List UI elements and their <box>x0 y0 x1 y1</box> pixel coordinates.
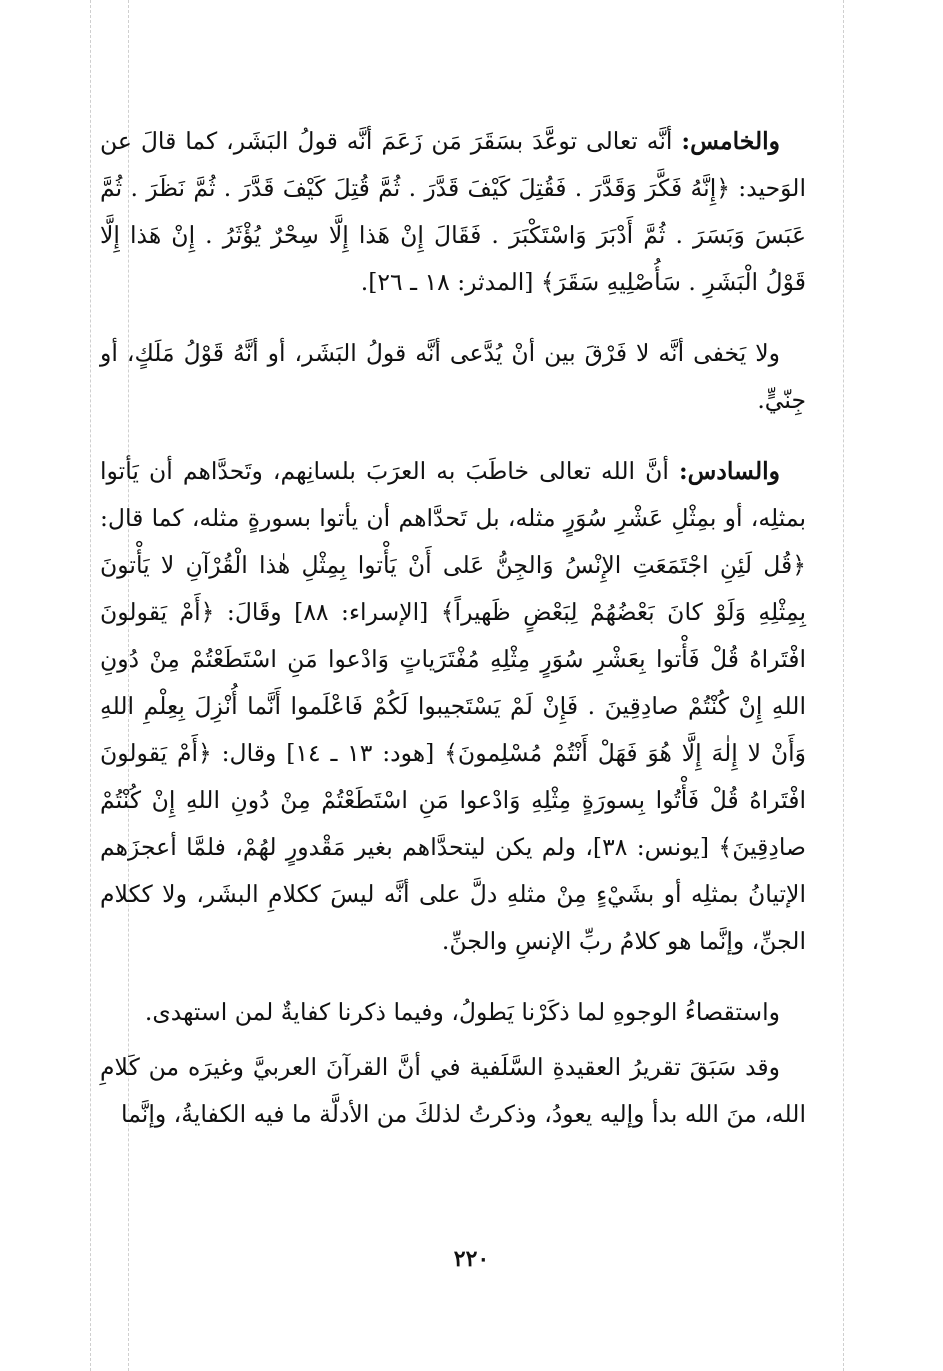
page-number: ٢٢٠ <box>453 1246 490 1272</box>
paragraph-text: وقد سَبَقَ تقريرُ العقيدةِ السَّلَفية في أنَّ القرآنَ العربيَّ وغيرَه من كَلامِ الله، منَ الله بدأ وإليه يعودُ، وذكرتُ لذلكَ من الأدلَّة ما فيه الكفايةُ، وإنَّما <box>100 1053 806 1128</box>
crop-guide-line <box>843 0 844 1371</box>
paragraph-continuation <box>100 1044 806 1138</box>
paragraph-text: ولا يَخفى أنَّه لا فَرْقَ بين أنْ يُدَّعى أنَّه قولُ البَشَر، أو أنَّهُ قَوْلُ مَلَكٍ، أو جِنّيٍّ. <box>100 339 806 414</box>
paragraph-fifth-point <box>100 118 806 306</box>
paragraph-text: واستقصاءُ الوجوهِ لما ذكَرْنا يَطولُ، وفيما ذكرنا كفايةٌ لمن استهدى. <box>144 998 780 1026</box>
paragraph-lead: والخامس: <box>681 127 780 155</box>
paragraph-text: أنَّ الله تعالى خاطَبَ به العرَبَ بلسانِهم، وتَحدَّاهم أن يَأتوا بمثلِه، أو بمِثْلِ عَشْرِ سُوَرٍ مثله، بل تَحدَّاهم أن يأتوا بسورةٍ مثله، كما قال: ﴿قُل لَئِنِ اجْتَمَعَتِ الإِنْسُ وَالجِنُّ عَلى أَنْ يَأْتوا بِمِثْلِ هٰذا الْقُرْآنِ لا يَأْتونَ بِمِثْلِهِ وَلَوْ كانَ بَعْضُهُمْ لِبَعْضٍ ظَهيراً﴾ [الإسراء: ٨٨] وقَالَ: ﴿أَمْ يَقولونَ افْتَراهُ قُلْ فَأْتوا بِعَشْرِ سُوَرٍ مِثْلِهِ مُفْتَرَياتٍ وَادْعوا مَنِ اسْتَطَعْتُمْ مِنْ دُونِ اللهِ إِنْ كُنْتُمْ صادِقِينَ . فَإِنْ لَمْ يَسْتَجيبوا لَكُمْ فَاعْلَموا أَنَّما أُنْزِلَ بِعِلْمِ اللهِ وَأَنْ لا إِلٰهَ إِلَّا هُوَ فَهَلْ أَنْتُمْ مُسْلِمونَ﴾ [هود: ١٣ ـ ١٤] وقال: ﴿أَمْ يَقولونَ افْتَراهُ قُلْ فَأْتُوا بِسورَةٍ مِثْلِهِ وَادْعوا مَنِ اسْتَطَعْتُمْ مِنْ دُونِ اللهِ إِنْ كُنْتُمْ صادِقِينَ﴾ [يونس: ٣٨]، ولم يكن ليتحدَّاهم بغير مَقْدورٍ لهُمْ، فلمَّا أعجزَهم الإتيانُ بمثلِه أو بشَيْءٍ مِنْ مثلهِ دلَّ على أنَّه ليسَ ككلامِ البشَر، ولا ككلام الجنِّ، وإنَّما هو كلامُ ربِّ الإنسِ والجنِّ. <box>100 457 806 955</box>
paragraph-sixth-point <box>100 448 806 965</box>
page-body-text <box>100 118 806 1162</box>
paragraph-note <box>100 330 806 424</box>
paragraph-lead: والسادس: <box>679 457 780 485</box>
crop-guide-line <box>90 0 91 1371</box>
paragraph-summary <box>100 989 806 1036</box>
paragraph-text: أنَّه تعالى توعَّدَ بسَقَرَ مَن زَعَمَ أنَّه قولُ البَشَر، كما قالَ عن الوَحيد: ﴿إِنَّهُ فَكَّرَ وَقَدَّرَ . فَقُتِلَ كَيْفَ قَدَّرَ . ثُمَّ قُتِلَ كَيْفَ قَدَّرَ . ثُمَّ نَظَرَ . ثُمَّ عَبَسَ وَبَسَرَ . ثُمَّ أَدْبَرَ وَاسْتَكْبَرَ . فَقَالَ إِنْ هَذا إِلَّا سِحْرٌ يُؤْثَرُ . إِنْ هَذا إِلَّا قَوْلُ الْبَشَرِ . سَأُصْلِيهِ سَقَرَ﴾ [المدثر: ١٨ ـ ٢٦]. <box>100 127 806 296</box>
